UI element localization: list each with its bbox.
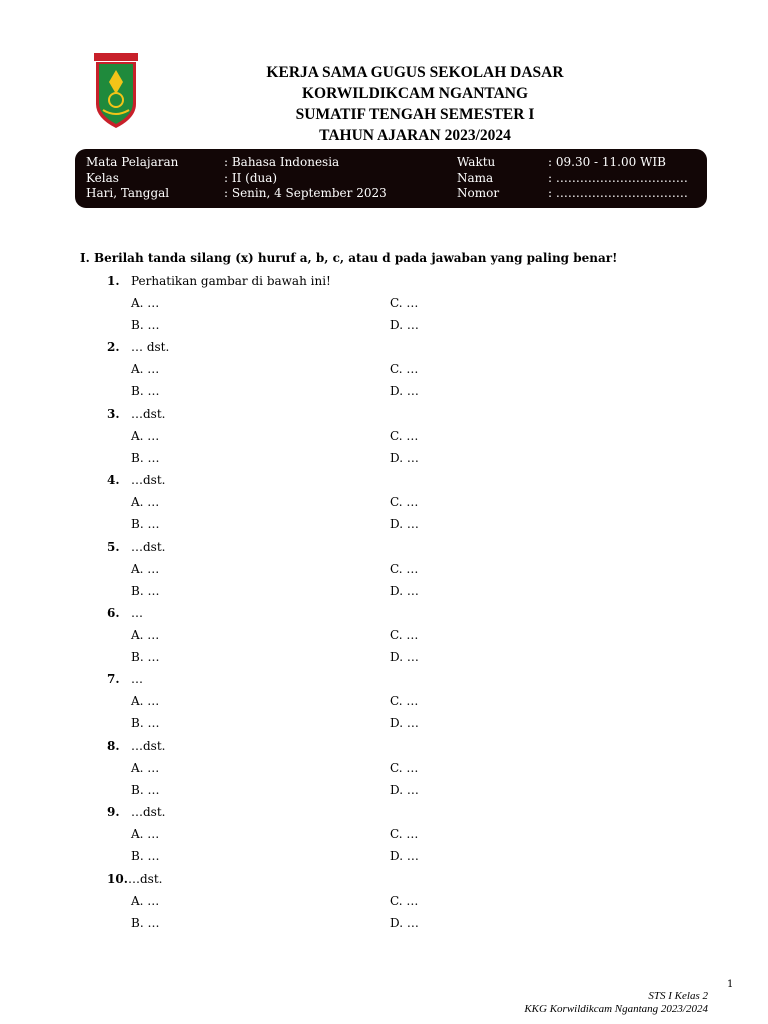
- question-number: 5.: [107, 539, 120, 554]
- question-stem: …dst.: [131, 406, 166, 421]
- option-a[interactable]: A. …: [131, 296, 160, 310]
- info-row-class: [75, 171, 707, 186]
- section-instruction: I. Berilah tanda silang (x) huruf a, b, c, atau d pada jawaban yang paling benar!: [80, 251, 618, 265]
- option-c[interactable]: C. …: [390, 628, 419, 642]
- question-stem: …dst.: [131, 473, 166, 488]
- option-c[interactable]: C. …: [390, 362, 419, 377]
- question-number: 2.: [107, 340, 120, 355]
- option-a[interactable]: A. …: [131, 893, 160, 908]
- option-c[interactable]: C. …: [390, 296, 419, 310]
- question-stem: Perhatikan gambar di bawah ini!: [131, 274, 331, 288]
- option-b[interactable]: B. …: [131, 517, 160, 532]
- logo-banner: [94, 53, 138, 61]
- option-b[interactable]: B. …: [131, 583, 160, 598]
- question-number: 3.: [107, 406, 120, 421]
- question-number: 1.: [107, 274, 120, 288]
- question-stem: …dst.: [131, 805, 166, 820]
- option-b[interactable]: B. …: [131, 650, 160, 664]
- info-row-date: [75, 186, 707, 201]
- question-stem: …dst.: [131, 539, 166, 554]
- header-line-2: KORWILDIKCAM NGANTANG: [301, 85, 529, 102]
- option-a[interactable]: A. …: [131, 362, 160, 377]
- info-value: : 09.30 - 11.00 WIB: [548, 155, 666, 169]
- option-a[interactable]: A. …: [131, 628, 160, 642]
- option-d[interactable]: D. …: [390, 782, 419, 797]
- page-number: 1: [727, 979, 734, 990]
- question-number: 6.: [107, 606, 120, 620]
- header-line-3: SUMATIF TENGAH SEMESTER I: [295, 106, 535, 123]
- option-c[interactable]: C. …: [390, 694, 419, 709]
- option-b[interactable]: B. …: [131, 782, 160, 797]
- info-label: Hari, Tanggal: [86, 186, 170, 200]
- option-d[interactable]: D. …: [390, 384, 419, 399]
- info-label: Waktu: [457, 155, 496, 169]
- school-district-logo: [93, 52, 139, 130]
- option-d[interactable]: D. …: [390, 849, 419, 864]
- option-b[interactable]: B. …: [131, 318, 160, 332]
- info-label: Nomor: [457, 186, 500, 200]
- option-a[interactable]: A. …: [131, 760, 160, 775]
- kabupaten-malang-emblem-icon: [93, 52, 139, 130]
- option-c[interactable]: C. …: [390, 760, 419, 775]
- footer-line-1: STS I Kelas 2: [648, 990, 708, 1002]
- option-b[interactable]: B. …: [131, 384, 160, 399]
- footer-line-2: KKG Korwildikcam Ngantang 2023/2024: [524, 1003, 708, 1015]
- question-stem: …dst.: [131, 738, 166, 753]
- exam-info-box: [75, 149, 707, 208]
- option-c[interactable]: C. …: [390, 561, 419, 576]
- header-line-4: TAHUN AJARAN 2023/2024: [319, 127, 511, 144]
- option-b[interactable]: B. …: [131, 849, 160, 864]
- question-stem: … dst.: [131, 340, 170, 355]
- info-value: : ……………………………: [548, 171, 688, 185]
- option-b[interactable]: B. …: [131, 450, 160, 465]
- option-a[interactable]: A. …: [131, 561, 160, 576]
- question-number: 4.: [107, 473, 120, 488]
- question-number: 7.: [107, 672, 120, 687]
- info-label: Kelas: [86, 171, 119, 185]
- option-d[interactable]: D. …: [390, 716, 419, 731]
- option-c[interactable]: C. …: [390, 893, 419, 908]
- question-stem: …dst.: [128, 871, 163, 886]
- question-stem: …: [131, 606, 143, 620]
- info-value: : Senin, 4 September 2023: [224, 186, 387, 200]
- option-c[interactable]: C. …: [390, 428, 419, 443]
- info-value: : II (dua): [224, 171, 278, 185]
- option-a[interactable]: A. …: [131, 428, 160, 443]
- option-d[interactable]: D. …: [390, 915, 419, 930]
- header-line-1: KERJA SAMA GUGUS SEKOLAH DASAR: [266, 64, 564, 81]
- option-a[interactable]: A. …: [131, 827, 160, 842]
- option-d[interactable]: D. …: [390, 517, 419, 532]
- option-c[interactable]: C. …: [390, 827, 419, 842]
- option-a[interactable]: A. …: [131, 694, 160, 709]
- option-d[interactable]: D. …: [390, 650, 419, 664]
- info-value: : Bahasa Indonesia: [224, 155, 340, 169]
- option-d[interactable]: D. …: [390, 450, 419, 465]
- question-stem: …: [131, 672, 143, 687]
- page-footer: [524, 990, 708, 1016]
- option-a[interactable]: A. …: [131, 495, 160, 510]
- question-number: 8.: [107, 738, 120, 753]
- question-number: 9.: [107, 805, 120, 820]
- question-number: 10.: [107, 871, 128, 886]
- info-value: : ……………………………: [548, 186, 688, 200]
- option-d[interactable]: D. …: [390, 318, 419, 332]
- info-label: Mata Pelajaran: [86, 155, 179, 169]
- option-d[interactable]: D. …: [390, 583, 419, 598]
- option-b[interactable]: B. …: [131, 716, 160, 731]
- info-row-subject: [75, 155, 707, 170]
- option-c[interactable]: C. …: [390, 495, 419, 510]
- option-b[interactable]: B. …: [131, 915, 160, 930]
- info-label: Nama: [457, 171, 494, 185]
- document-header: [160, 62, 670, 146]
